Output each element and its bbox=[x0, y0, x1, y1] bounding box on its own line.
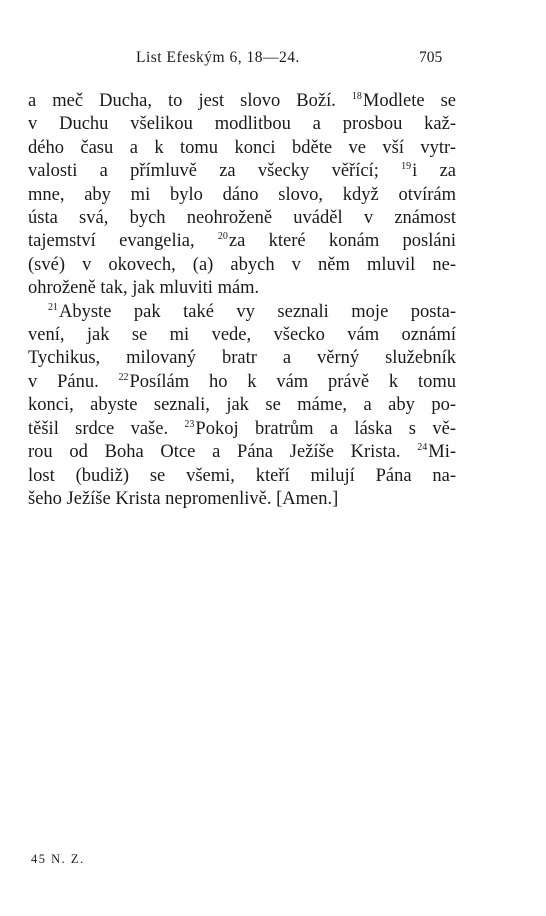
text-segment: a meč Ducha, to jest slovo Boží. bbox=[28, 91, 352, 111]
text-line bbox=[28, 137, 456, 160]
text-segment: Modlete se bbox=[362, 91, 456, 111]
text-line bbox=[28, 277, 456, 300]
text-line bbox=[28, 207, 456, 230]
text-segment: tajemství evangelia, bbox=[28, 231, 218, 252]
page-number: 705 bbox=[419, 49, 443, 66]
text-line bbox=[28, 254, 456, 277]
text-line bbox=[28, 324, 456, 347]
text-segment: i za bbox=[412, 161, 456, 182]
running-head-title: List Efeským 6, 18—24. bbox=[136, 49, 300, 66]
text-segment: ohroženě tak, jak mluviti mám. bbox=[28, 278, 260, 299]
text-segment: Posílám ho k vám právě k tomu bbox=[129, 371, 456, 392]
text-segment: vení, jak se mi vede, všecko vám oznámí bbox=[28, 325, 456, 346]
verse-number: 22 bbox=[118, 371, 129, 383]
text-segment: konci, abyste seznali, jak se máme, a aby po- bbox=[28, 395, 456, 416]
text-line bbox=[28, 230, 456, 253]
text-segment: rou od Boha Otce a Pána Ježíše Krista. bbox=[28, 442, 418, 463]
text-segment: Tychikus, milovaný bratr a věrný služebník bbox=[28, 348, 456, 369]
text-segment: Abyste pak také vy seznali moje posta- bbox=[59, 301, 456, 322]
text-segment: v Pánu. bbox=[28, 371, 119, 392]
text-line bbox=[28, 441, 456, 464]
text-segment: (své) v okovech, (a) abych v něm mluvil ne- bbox=[28, 254, 456, 275]
verse-number: 24 bbox=[417, 442, 428, 454]
running-header bbox=[0, 49, 546, 71]
text-line bbox=[28, 301, 456, 324]
text-segment: lost (budiž) se všemi, kteří milují Pána na- bbox=[28, 465, 456, 486]
text-line bbox=[28, 371, 456, 394]
text-segment: těšil srdce vaše. bbox=[28, 418, 185, 439]
text-segment: Mi- bbox=[428, 442, 456, 463]
text-segment: šeho Ježíše Krista nepromenlivě. [Amen.] bbox=[28, 488, 339, 509]
verse-number: 18 bbox=[351, 91, 362, 102]
text-segment: valosti a přímluvě za všecky věřící; bbox=[28, 161, 402, 182]
text-segment: dého času a k tomu konci bděte ve vší vytr- bbox=[28, 137, 456, 158]
text-segment: mne, aby mi bylo dáno slovo, když otvírám bbox=[28, 184, 456, 205]
text-line bbox=[28, 184, 456, 207]
text-segment: Pokoj bratrům a láska s vě- bbox=[195, 418, 456, 439]
text-line bbox=[28, 465, 456, 488]
text-line bbox=[28, 347, 456, 370]
text-segment: v Duchu všelikou modlitbou a prosbou kaž- bbox=[28, 114, 456, 135]
text-line bbox=[28, 488, 456, 511]
printer-signature-mark: 45 N. Z. bbox=[31, 852, 85, 866]
text-line bbox=[28, 160, 456, 183]
text-segment: za které konám posláni bbox=[228, 231, 456, 252]
body-text bbox=[28, 90, 456, 511]
verse-number: 19 bbox=[401, 161, 412, 173]
verse-number: 23 bbox=[184, 418, 195, 430]
text-line bbox=[28, 90, 456, 113]
text-line bbox=[28, 418, 456, 441]
text-segment: ústa svá, bych neohroženě uváděl v známost bbox=[28, 208, 456, 229]
verse-number: 21 bbox=[48, 301, 58, 313]
verse-number: 20 bbox=[217, 231, 228, 243]
text-line bbox=[28, 394, 456, 417]
text-line bbox=[28, 113, 456, 136]
